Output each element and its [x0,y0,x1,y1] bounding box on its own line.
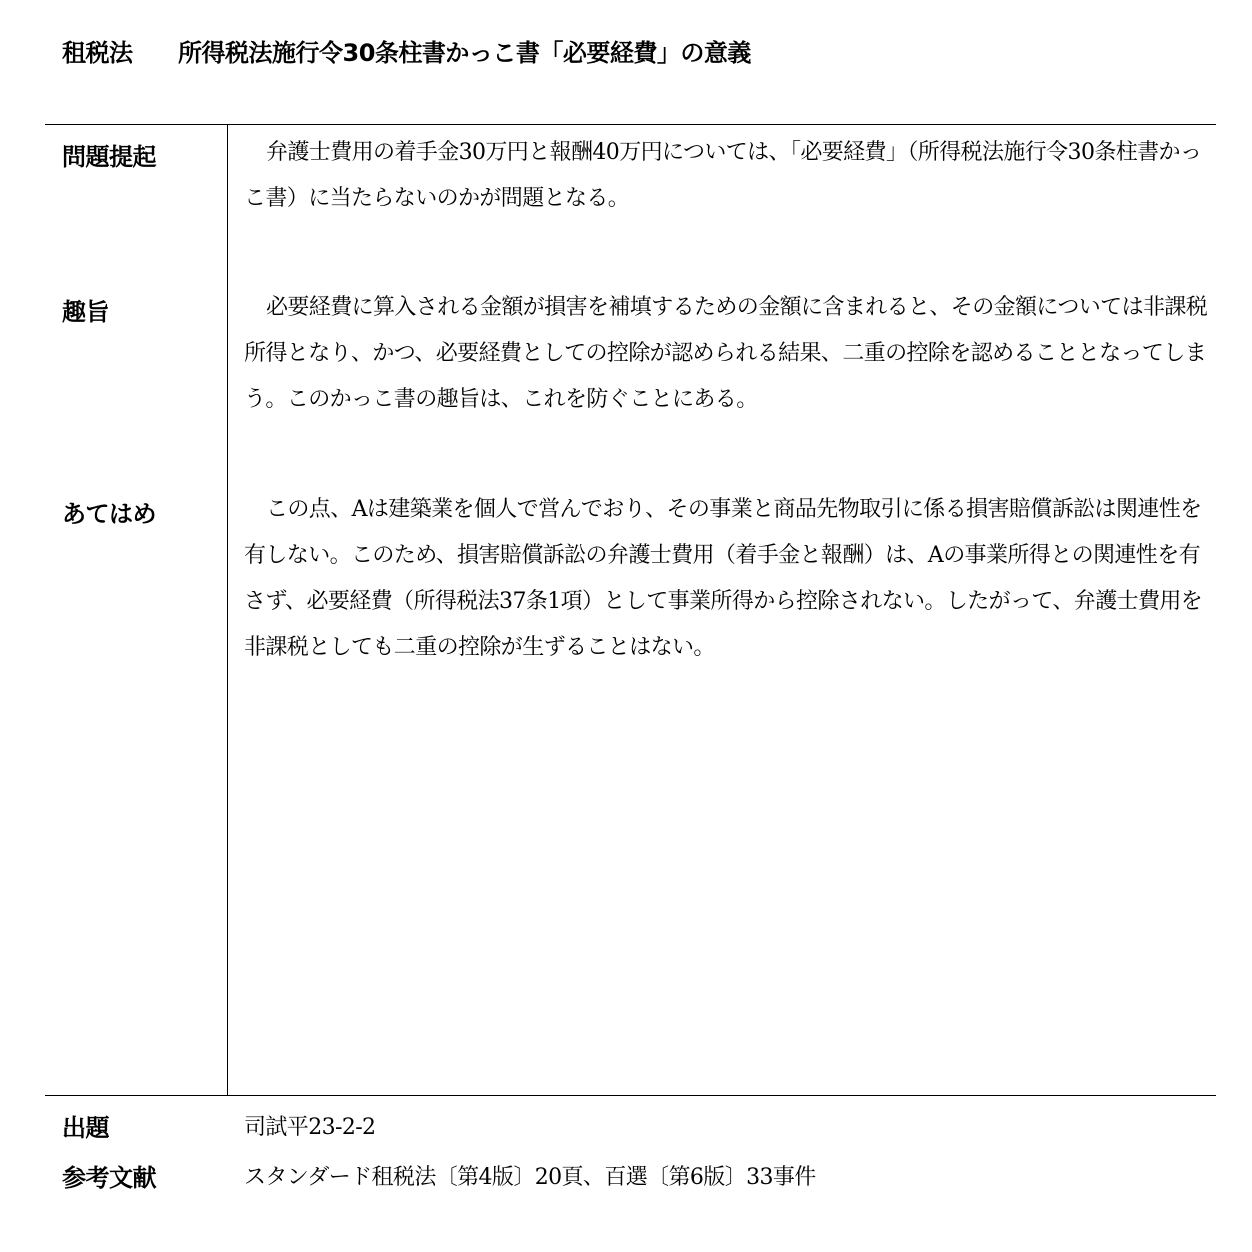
topic-title: 所得税法施行令30条柱書かっこ書「必要経費」の意義 [178,39,751,67]
section-label-issue: 問題提起 [62,143,156,171]
section-body-purpose: 必要経費に算入される金額が損害を補填するための金額に含まれると、その金額については非課税所得となり、かつ、必要経費としての控除が認められる結果、二重の控除を認めることとなってしまう。このかっこ書の趣旨は、これを防ぐことにある。 [244,295,1208,412]
footer-references-label: 参考文献 [62,1164,156,1192]
bottom-rule [45,1095,1216,1096]
section-body-issue: 弁護士費用の着手金30万円と報酬40万円については、「必要経費」（所得税法施行令30条柱書かっこ書）に当たらないのかが問題となる。 [244,140,1202,211]
section-body-application: この点、Aは建築業を個人で営んでおり、その事業と商品先物取引に係る損害賠償訴訟は関連性を有しない。このため、損害賠償訴訟の弁護士費用（着手金と報酬）は、Aの事業所得との関連性を有さず、必要経費（所得税法37条1項）として事業所得から控除されない。したがって、弁護士費用を非課税としても二重の控除が生ずることはない。 [244,497,1203,660]
top-rule [45,124,1216,125]
footer-question-label: 出題 [62,1114,109,1142]
subject-label: 租税法 [62,39,133,67]
footer-references-value: スタンダード租税法〔第4版〕20頁、百選〔第6版〕33事件 [244,1165,816,1190]
section-label-purpose: 趣旨 [62,298,109,326]
column-divider [227,124,228,1095]
section-label-application: あてはめ [62,500,156,528]
footer-question-value: 司試平23-2-2 [244,1115,376,1140]
document-title [62,33,751,68]
